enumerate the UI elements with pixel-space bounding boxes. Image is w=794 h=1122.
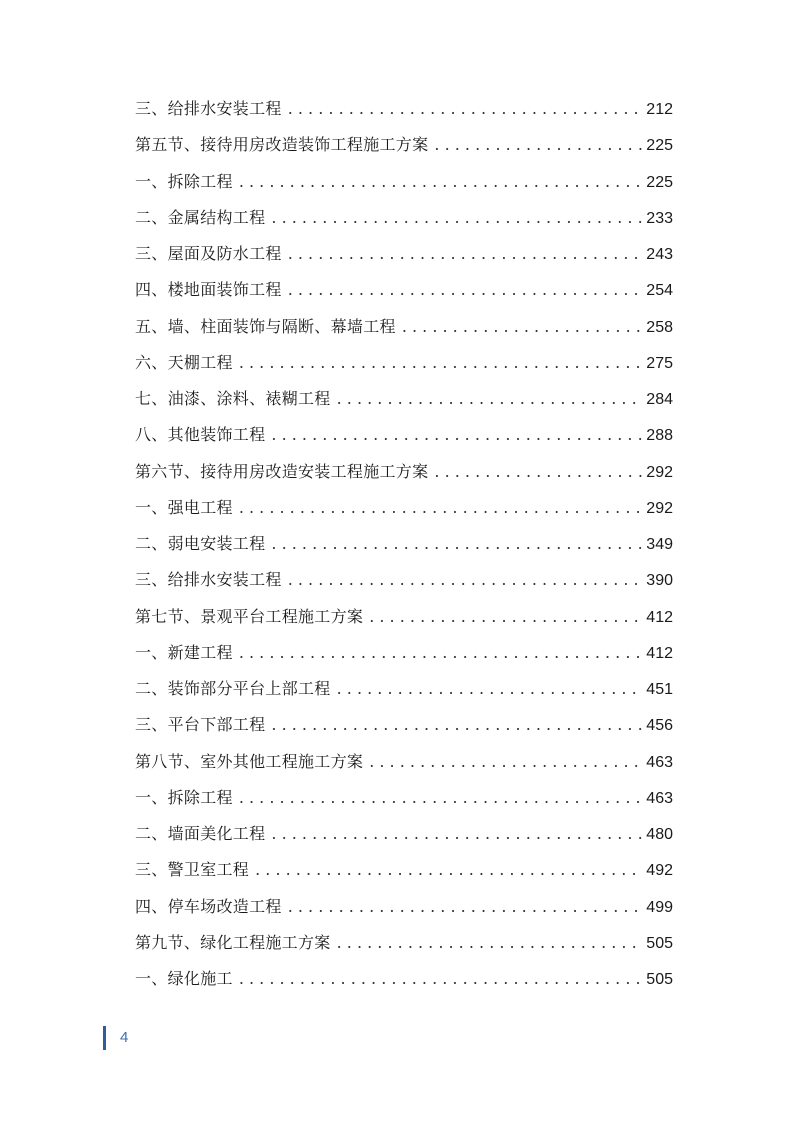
toc-entry[interactable] bbox=[135, 780, 673, 816]
toc-entry[interactable] bbox=[135, 635, 673, 671]
toc-entry[interactable] bbox=[135, 309, 673, 345]
toc-dot-leader bbox=[249, 852, 643, 888]
toc-entry[interactable] bbox=[135, 852, 673, 888]
toc-entry[interactable] bbox=[135, 272, 673, 308]
toc-dot-leader bbox=[265, 816, 643, 852]
toc-entry-page: 492 bbox=[646, 862, 673, 880]
toc-entry[interactable] bbox=[135, 816, 673, 852]
toc-entry-title: 第六节、接待用房改造安装工程施工方案 bbox=[135, 461, 429, 481]
toc-dot-leader bbox=[233, 961, 643, 997]
toc-entry[interactable] bbox=[135, 526, 673, 562]
toc-entry-title: 第八节、室外其他工程施工方案 bbox=[135, 751, 364, 771]
toc-entry-page: 254 bbox=[646, 282, 673, 300]
toc-entry-title: 一、强电工程 bbox=[135, 497, 233, 517]
toc-entry-page: 292 bbox=[646, 499, 673, 517]
toc-entry-page: 288 bbox=[646, 427, 673, 445]
toc-dot-leader bbox=[363, 599, 643, 635]
toc-dot-leader bbox=[233, 635, 643, 671]
toc-entry-page: 480 bbox=[646, 826, 673, 843]
toc-dot-leader bbox=[233, 164, 643, 200]
toc-entry-page: 258 bbox=[646, 318, 673, 336]
toc-dot-leader bbox=[265, 526, 643, 562]
toc-entry-page: 225 bbox=[646, 173, 673, 191]
toc-dot-leader bbox=[233, 780, 643, 816]
toc-dot-leader bbox=[331, 671, 643, 707]
toc-entry[interactable] bbox=[135, 925, 673, 961]
toc-entry-title: 二、弱电安装工程 bbox=[135, 534, 266, 553]
page-number: 4 bbox=[120, 1029, 129, 1046]
toc-entry[interactable] bbox=[135, 454, 673, 490]
toc-entry[interactable] bbox=[135, 744, 673, 780]
toc-entry-page: 292 bbox=[646, 463, 673, 481]
toc-entry-page: 412 bbox=[646, 644, 673, 662]
toc-entry[interactable] bbox=[135, 91, 673, 127]
toc-dot-leader bbox=[265, 417, 643, 453]
toc-entry-page: 275 bbox=[646, 354, 673, 372]
toc-dot-leader bbox=[265, 200, 643, 236]
toc-entry-title: 第五节、接待用房改造装饰工程施工方案 bbox=[135, 135, 429, 155]
toc-entry-page: 243 bbox=[646, 246, 673, 263]
toc-entry-page: 390 bbox=[646, 572, 673, 590]
toc-entry-page: 349 bbox=[646, 536, 673, 553]
toc-entry-title: 二、墙面美化工程 bbox=[135, 824, 266, 843]
toc-entry-page: 505 bbox=[646, 971, 673, 988]
toc-entry[interactable] bbox=[135, 671, 673, 707]
toc-dot-leader bbox=[331, 381, 643, 417]
toc-dot-leader bbox=[233, 345, 643, 381]
toc-entry-title: 四、停车场改造工程 bbox=[135, 896, 282, 916]
toc-dot-leader bbox=[331, 925, 643, 961]
toc-entry[interactable] bbox=[135, 236, 673, 272]
toc-dot-leader bbox=[428, 454, 643, 490]
toc-entry[interactable] bbox=[135, 345, 673, 381]
toc-dot-leader bbox=[282, 91, 643, 127]
toc-entry-page: 451 bbox=[646, 681, 673, 698]
toc-dot-leader bbox=[282, 889, 643, 925]
toc-entry-page: 463 bbox=[646, 789, 673, 807]
toc-entry-title: 八、其他装饰工程 bbox=[135, 425, 266, 445]
toc-entry[interactable] bbox=[135, 417, 673, 453]
toc-entry[interactable] bbox=[135, 127, 673, 163]
toc-entry-title: 第七节、景观平台工程施工方案 bbox=[135, 606, 364, 626]
toc-entry-title: 三、警卫室工程 bbox=[135, 860, 250, 880]
toc-dot-leader bbox=[363, 744, 643, 780]
toc-entry-title: 二、装饰部分平台上部工程 bbox=[135, 679, 331, 698]
toc-entry[interactable] bbox=[135, 200, 673, 236]
toc-dot-leader bbox=[265, 707, 643, 743]
toc-entry-title: 三、平台下部工程 bbox=[135, 715, 266, 735]
toc-entry-title: 一、绿化施工 bbox=[135, 969, 233, 988]
toc-entry[interactable] bbox=[135, 562, 673, 598]
toc-dot-leader bbox=[282, 236, 643, 272]
toc-entry-title: 五、墙、柱面装饰与隔断、幕墙工程 bbox=[135, 316, 396, 336]
toc-entry-title: 三、给排水安装工程 bbox=[135, 570, 282, 590]
toc-entry-title: 一、拆除工程 bbox=[135, 171, 233, 191]
toc-dot-leader bbox=[282, 562, 643, 598]
toc-dot-leader bbox=[428, 127, 643, 163]
toc-entry-title: 第九节、绿化工程施工方案 bbox=[135, 932, 331, 952]
toc-entry[interactable] bbox=[135, 381, 673, 417]
toc-entry-title: 六、天棚工程 bbox=[135, 352, 233, 372]
toc-entry-page: 412 bbox=[646, 608, 673, 626]
toc-entry-page: 463 bbox=[646, 753, 673, 771]
toc-entry-page: 456 bbox=[646, 717, 673, 735]
toc-entry-page: 284 bbox=[646, 391, 673, 408]
toc-entry[interactable] bbox=[135, 490, 673, 526]
toc-entry-title: 三、给排水安装工程 bbox=[135, 99, 282, 118]
toc-entry-page: 225 bbox=[646, 137, 673, 155]
toc-entry-title: 一、新建工程 bbox=[135, 642, 233, 662]
toc-entry-title: 四、楼地面装饰工程 bbox=[135, 280, 282, 300]
toc-entry-title: 二、金属结构工程 bbox=[135, 207, 266, 227]
toc-entry-page: 233 bbox=[646, 209, 673, 227]
toc-entry[interactable] bbox=[135, 164, 673, 200]
toc-entry-title: 七、油漆、涂料、裱糊工程 bbox=[135, 389, 331, 408]
toc-dot-leader bbox=[282, 272, 643, 308]
toc-entry-page: 505 bbox=[646, 934, 673, 952]
toc-entry[interactable] bbox=[135, 961, 673, 997]
toc-entry-page: 212 bbox=[646, 101, 673, 118]
table-of-contents bbox=[135, 91, 673, 997]
footer-accent-bar bbox=[103, 1026, 106, 1050]
toc-entry-page: 499 bbox=[646, 898, 673, 916]
toc-dot-leader bbox=[396, 309, 643, 345]
toc-entry[interactable] bbox=[135, 889, 673, 925]
toc-entry[interactable] bbox=[135, 707, 673, 743]
toc-entry[interactable] bbox=[135, 599, 673, 635]
toc-entry-title: 一、拆除工程 bbox=[135, 787, 233, 807]
toc-dot-leader bbox=[233, 490, 643, 526]
toc-entry-title: 三、屋面及防水工程 bbox=[135, 244, 282, 263]
